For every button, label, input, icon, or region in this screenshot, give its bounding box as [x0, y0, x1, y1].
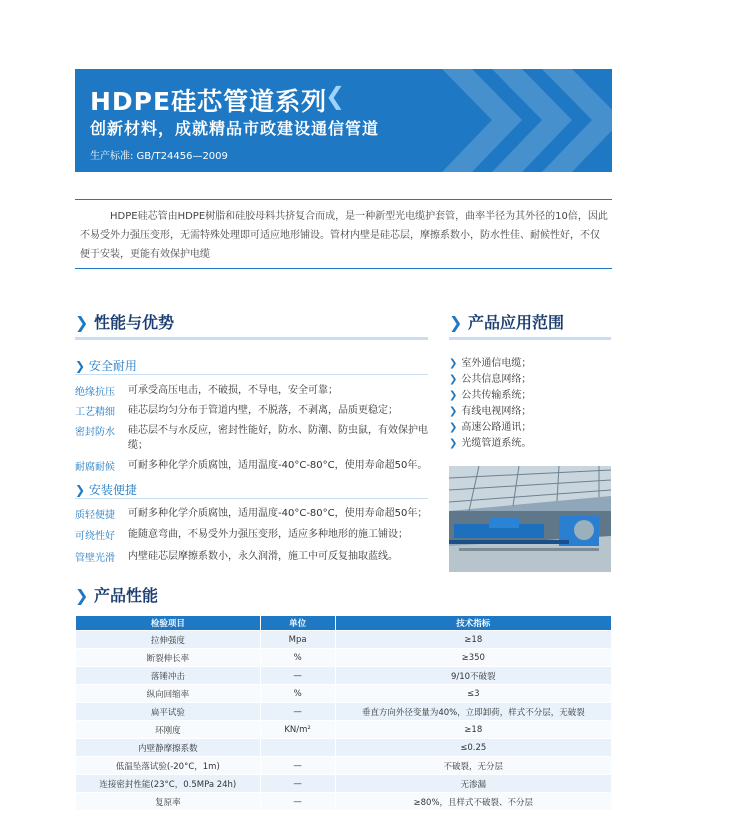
install-subheading-text: 安装便捷	[88, 483, 137, 497]
chevron-right-icon: ❯	[449, 438, 458, 449]
column-header: 技术指标	[335, 616, 611, 631]
application-item: ❯ 有线电视网络；	[449, 406, 532, 417]
table-cell: —	[260, 775, 335, 793]
table-cell: 纵向回缩率	[76, 685, 261, 703]
application-item: ❯ 光缆管道系统。	[449, 438, 532, 449]
table-row	[76, 703, 612, 721]
chevron-right-icon: ❯	[449, 390, 458, 401]
table-cell: 环刚度	[76, 721, 261, 739]
application-item: ❯ 公共信息网络；	[449, 374, 532, 385]
performance-heading	[75, 583, 158, 606]
table-cell: —	[260, 667, 335, 685]
chevron-right-icon: ❯	[75, 359, 86, 373]
factory-image-icon	[449, 466, 611, 572]
table-cell: 无渗漏	[335, 775, 611, 793]
table-cell: ≥80%，且样式不破裂、不分层	[335, 793, 611, 811]
performance-table	[75, 615, 612, 811]
table-cell: 拉伸强度	[76, 631, 261, 649]
safety-subheading	[75, 357, 137, 374]
feature-label: 绝缘抗压	[75, 387, 115, 398]
table-cell: %	[260, 685, 335, 703]
application-item: ❯ 室外通信电缆；	[449, 358, 532, 369]
table-cell: ≤0.25	[335, 739, 611, 757]
feature-desc: 可耐多种化学介质腐蚀，适用温度-40°C-80°C，使用寿命超50年。	[128, 460, 428, 471]
features-heading	[75, 310, 174, 333]
safety-subheading-text: 安全耐用	[88, 359, 137, 373]
table-cell: 垂直方向外径变量为40%，立即卸荷，样式不分层，无破裂	[335, 703, 611, 721]
table-cell: 不破裂，无分层	[335, 757, 611, 775]
table-row	[76, 793, 612, 811]
table-cell: 落锤冲击	[76, 667, 261, 685]
feature-label: 工艺精细	[75, 407, 115, 418]
table-row	[76, 685, 612, 703]
feature-desc: 能随意弯曲，不易受外力强压变形，适应多种地形的施工铺设；	[128, 529, 408, 540]
feature-desc: 可承受高压电击，不破损，不导电，安全可靠；	[128, 385, 338, 396]
chevron-right-icon: ❯	[449, 422, 458, 433]
column-header: 检验项目	[76, 616, 261, 631]
column-header: 单位	[260, 616, 335, 631]
table-row	[76, 631, 612, 649]
table-cell: Mpa	[260, 631, 335, 649]
table-cell: —	[260, 703, 335, 721]
table-header-row	[76, 616, 612, 631]
applications-heading	[449, 310, 564, 333]
chevron-right-icon: ❯	[449, 406, 458, 417]
chevron-right-icon: ❯	[75, 483, 86, 497]
performance-heading-text: 产品性能	[93, 586, 158, 605]
feature-label: 质轻便捷	[75, 510, 115, 521]
intro-paragraph: HDPE硅芯管由HDPE树脂和硅胶母料共挤复合而成，是一种新型光电缆护套管，曲率半径为其外径的10倍，因此不易受外力强压变形，无需特殊处理即可适应地形铺设。管材内壁是硅芯层，摩擦系数小，防水性佳、耐候性好，不仅便于安装，更能有效保护电缆	[80, 211, 608, 260]
table-cell: —	[260, 757, 335, 775]
page-title: HDPE硅芯管道系列	[90, 87, 328, 116]
table-cell	[260, 739, 335, 757]
feature-label: 耐腐耐候	[75, 462, 115, 473]
feature-desc: 硅芯层不与水反应，密封性能好，防水、防潮、防虫鼠，有效保护电缆；	[128, 425, 428, 451]
application-item: ❯ 高速公路通讯；	[449, 422, 532, 433]
applications-heading-text: 产品应用范围	[467, 313, 564, 332]
chevron-right-icon: ❯	[75, 313, 89, 332]
features-divider	[75, 337, 428, 340]
table-cell: 扁平试验	[76, 703, 261, 721]
table-cell: 断裂伸长率	[76, 649, 261, 667]
feature-label: 管壁光滑	[75, 553, 115, 564]
feature-desc: 硅芯层均匀分布于管道内壁，不脱落，不剥离，品质更稳定；	[128, 405, 398, 416]
feature-label: 可绕性好	[75, 531, 115, 542]
table-cell: ≤3	[335, 685, 611, 703]
table-cell: 内壁静摩擦系数	[76, 739, 261, 757]
chevron-pattern-icon	[382, 69, 612, 172]
table-cell: 低温坠落试验(-20°C，1m)	[76, 757, 261, 775]
title-chevron-icon: ❮	[325, 82, 346, 110]
page-subtitle: 创新材料，成就精品市政建设通信管道	[90, 119, 380, 138]
application-item: ❯ 公共传输系统；	[449, 390, 532, 401]
feature-desc: 内壁硅芯层摩擦系数小，永久润滑，施工中可反复抽取蓝线。	[128, 551, 398, 562]
table-cell: ≥18	[335, 631, 611, 649]
feature-label: 密封防水	[75, 427, 115, 438]
table-cell: KN/m²	[260, 721, 335, 739]
table-row	[76, 667, 612, 685]
table-cell: 9/10不破裂	[335, 667, 611, 685]
table-cell: —	[260, 793, 335, 811]
table-row	[76, 757, 612, 775]
factory-photo	[449, 466, 611, 572]
chevron-right-icon: ❯	[449, 374, 458, 385]
table-row	[76, 739, 612, 757]
safety-divider	[75, 374, 428, 375]
chevron-right-icon: ❯	[449, 358, 458, 369]
table-cell: %	[260, 649, 335, 667]
table-row	[76, 775, 612, 793]
install-divider	[75, 498, 428, 499]
production-standard: 生产标准: GB/T24456—2009	[90, 151, 228, 162]
features-heading-text: 性能与优势	[93, 313, 174, 332]
feature-desc: 可耐多种化学介质腐蚀，适用温度-40°C-80°C，使用寿命超50年；	[128, 508, 428, 519]
table-cell: 复原率	[76, 793, 261, 811]
table-cell: ≥18	[335, 721, 611, 739]
chevron-right-icon: ❯	[75, 586, 89, 605]
install-subheading	[75, 481, 137, 498]
table-row	[76, 721, 612, 739]
table-cell: ≥350	[335, 649, 611, 667]
table-cell: 连接密封性能(23°C，0.5MPa 24h)	[76, 775, 261, 793]
applications-divider	[449, 337, 611, 340]
chevron-right-icon: ❯	[449, 313, 463, 332]
table-row	[76, 649, 612, 667]
